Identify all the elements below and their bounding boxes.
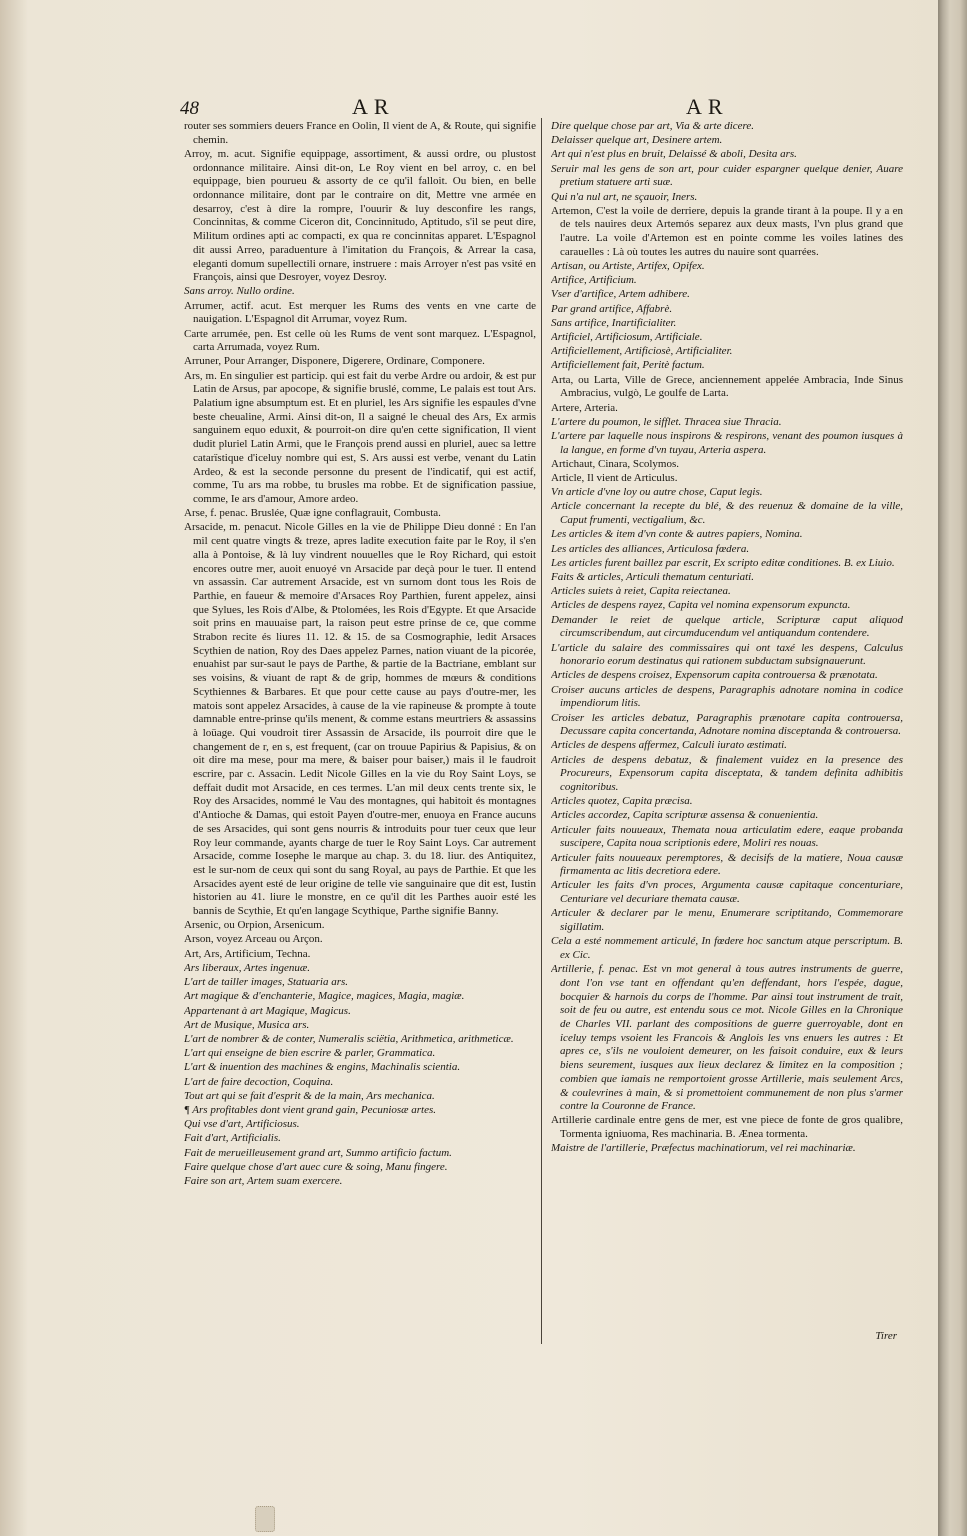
dictionary-entry: Artemon, C'est la voile de derriere, depuis la grande tirant à la poupe. Il y a en de tels nauires deux Artemós separez aux deux masts, l'vn plus grand que l'autre. La voile d'Artemon est en pointe comme les voiles latines des carauelles : Là où toutes les autres du nauire sont quarrées. — [551, 204, 903, 258]
dictionary-entry: Artificiellement fait, Peritè factum. — [551, 359, 705, 372]
dictionary-entry: Qui n'a nul art, ne sçauoir, Iners. — [551, 190, 698, 203]
dictionary-entry: Article, Il vient de Articulus. — [551, 472, 678, 485]
right-column — [551, 120, 903, 1345]
left-running-head: AR — [352, 94, 395, 119]
dictionary-entry: Articuler & declarer par le menu, Enumerare scriptitando, Commemorare sigillatim. — [551, 907, 903, 934]
dictionary-entry: Fait de merueilleusement grand art, Summo artificio factum. — [184, 1146, 452, 1159]
dictionary-entry: L'art de faire decoction, Coquina. — [184, 1075, 334, 1088]
dictionary-entry: Arsenic, ou Orpion, Arsenicum. — [184, 919, 325, 932]
dictionary-entry: Faire son art, Artem suam exercere. — [184, 1174, 343, 1187]
dictionary-entry: Ars, m. En singulier est particip. qui est fait du verbe Ardre ou ardoir, & est pur Latin de Arsus, par apocope, & signifie bruslé, comme, Le palais est tout Ars. Palatium igne absumptum est. Et en pluriel, les Ars signifie les espaules d'vne beste cheualine, Armi. Ainsi dit-on, Il a saigné le cheual des Ars, Ex armis sanguinem equo eduxit, & pourroit-on dire qu'en cette signification, Il vient dudit pluriel Latin Armi, que le François prend aussi en pluriel, auec sa lettre catarïstique d'iceluy nombre qui est, S. Ars aussi est verbe, venant du Latin Ardeo, & est la seconde personne du present de l'indicatif, qui est actif, comme, Tu ars ma robbe, tu brusles ma robbe. Et de signification passiue, comme, Ie ars d'amour, Amore ardeo. — [184, 369, 536, 505]
dictionary-entry: Ars liberaux, Artes ingenuæ. — [184, 961, 310, 974]
dictionary-entry: Artillerie, f. penac. Est vn mot general à tous autres instruments de guerre, dont l'on vse tant en offendant qu'en deffendant, hors l'espée, dague, bocquier & harnois du corps de l'homme. Par ainsi tout instrument de trait, soit de feu ou autre, est entendu sous ce mot. Nicole Gilles en la Chronique de Charles VII. parlant des compositions de guerre guerroyable, dont en iceluy temps vsoient les Francois & Anglois les vns enuers les autres : Et apres ce, s'ils ne vouloient demeurer, on les faisoit conduire, eux & leurs biens seurement, iusques aux lieux declarez & limitez en la composition ; combien que iamais ne remportoient grosse Artillerie, mais seulement Arcs, & coulevrines à main, & si promettoient communement de non plus s'armer contre la Couronne de France. — [551, 963, 903, 1113]
dictionary-entry: Artichaut, Cinara, Scolymos. — [551, 457, 680, 470]
dictionary-entry: router ses sommiers deuers France en Oolin, Il vient de A, & Route, qui signifie chemin. — [184, 120, 536, 146]
dictionary-entry: L'art & inuention des machines & engins, Machinalis scientia. — [184, 1061, 461, 1074]
page-header — [180, 94, 900, 120]
dictionary-entry: Carte arrumée, pen. Est celle où les Rums de vent sont marquez. L'Espagnol, carta Arrumada, voyez Rum. — [184, 327, 536, 354]
dictionary-entry: Art magique & d'enchanterie, Magice, magices, Magia, magiæ. — [184, 990, 465, 1003]
dictionary-entry: Vn article d'vne loy ou autre chose, Caput legis. — [551, 486, 763, 499]
dictionary-entry: Articles suiets à reiet, Capita reiectanea. — [551, 585, 731, 598]
dictionary-entry: Appartenant à art Magique, Magicus. — [184, 1004, 351, 1017]
dictionary-entry: Les articles des alliances, Articulosa fœdera. — [551, 542, 750, 555]
dictionary-entry: Sans arroy. Nullo ordine. — [184, 285, 295, 298]
dictionary-entry: Artillerie cardinale entre gens de mer, est vne piece de fonte de gros qualibre, Tormenta igniuoma, Res machinaria. B. Ænea tormenta. — [551, 1114, 903, 1141]
left-column — [184, 120, 536, 1350]
dictionary-entry: Art qui n'est plus en bruit, Delaissé & aboli, Desita ars. — [551, 148, 797, 161]
dictionary-entry: Art, Ars, Artificium, Techna. — [184, 947, 311, 960]
dictionary-entry: Faits & articles, Articuli thematum centuriati. — [551, 571, 754, 583]
dictionary-entry: Delaisser quelque art, Desinere artem. — [551, 134, 723, 147]
paper-mark — [255, 1506, 275, 1532]
dictionary-entry: L'art qui enseigne de bien escrire & parler, Grammatica. — [184, 1047, 436, 1060]
dictionary-entry: Articuler faits nouueaux, Themata noua articulatim edere, eaque probanda suscipere, Capita noua scriptionis edere, Moliri res nouas. — [551, 823, 903, 850]
dictionary-entry: Maistre de l'artillerie, Præfectus machinatiorum, vel rei machinariæ. — [551, 1142, 856, 1155]
dictionary-entry: Arroy, m. acut. Signifie equippage, assortiment, & aussi ordre, ou plustost ordonnance militaire. Ainsi dit-on, Le Roy vient en bel arroy, c. en bel equippage, bien pourueu & assorty de ce qu'il falloit. Ou bien, en belle ordonnance militaire, dont par le contraire on dit, Mettre vne armée en desarroy, c'est à dire la rompre, l'ouurir & luy desconfire les rangs, Concinnitas, & comme Ciceron dit, Concinnitudo, Aptitudo, s'il se peut dire, Militum ordines apti ac compacti, ex qua re concinnitas apparet. L'Espagnol dit aussi Arreo, paraduenture à l'imitation du François, & Arrear la casa, eleganti domum supellectili ornare, instruere : mais Arroyer n'est pas vsité en François, ainsi que Desroyer, voyez Desroy. — [184, 147, 536, 284]
dictionary-entry: Article concernant la recepte du blé, & des reuenuz & domaine de la ville, Caput frumenti, vectigalium, &c. — [551, 500, 903, 527]
dictionary-entry: Demander le reiet de quelque article, Scripturæ caput aliquod circumscribendum, aut circumducendum vel antiquandum contendere. — [551, 613, 903, 640]
dictionary-entry: Fait d'art, Artificialis. — [184, 1132, 281, 1145]
dictionary-entry: Arson, voyez Arceau ou Arçon. — [184, 933, 323, 946]
dictionary-entry: Artificiellement, Artificiosè, Artificialiter. — [551, 345, 733, 358]
dictionary-entry: Articuler faits nouueaux peremptores, & decisifs de la matiere, Noua causæ firmamenta ac litis decretiora edere. — [551, 851, 903, 878]
dictionary-entry: L'art de tailler images, Statuaria ars. — [184, 976, 349, 989]
dictionary-entry: Artere, Arteria. — [551, 401, 618, 414]
dictionary-entry: Artisan, ou Artiste, Artifex, Opifex. — [551, 260, 705, 273]
dictionary-entry: Articles de despens debatuz, & finalement vuidez en la presence des Procureurs, Expensorum capita disceptata, & tandem definita adhibitis cognitoribus. — [551, 753, 903, 794]
dictionary-entry: L'article du salaire des commissaires qui ont taxé les despens, Calculus honorario eorum destinatus qui rationem subductam subsignauerunt. — [551, 641, 903, 668]
dictionary-entry: Arsacide, m. penacut. Nicole Gilles en la vie de Philippe Dieu donné : En l'an mil cent quatre vingts & treze, apres ladite execution faite par le Roy, il s'en alla à Pontoise, & là luy vindrent nouuelles que le Roy Richard, qui estoit encores outre mer, auoit enuoyé vn Arsacide par deçà pour le tuer. Il entend vn assassin. Car autrement Arsacide, est vn surnom dont tous les Rois de Parthie, en faueur & memoire d'Arsaces Roy Parthien, furent appelez, ainsi que Sylues, les Rois d'Albe, & Ptolomées, les Rois d'Egypte. Et que Arsacide soit prins en mauuaise part, la raison peut estre prinse de ce, que comme Strabon recite és liures 11. 12. & 15. de sa Cosmographie, ledit Arsaces Scythien de nation, Roy des Daes appelez Parnes, nation viuant de la picorée, enuahist par sur-saut le pays de Parthe, & partie de la Bactriane, emblant sur ses voisins, & viuant de rapt & de grip, hommes de mœurs & conditions Scythiennes & Barbares. Et que pour cette cause au pays d'outre-mer, les matois sont appelez Arsacides, à cause de la vie rapineuse & prompte à toute damnable entre-prinse qu'ils menent, & comme estans meurtriers & assassins à loüage. Qui voudroit tirer Assassin de Arsacide, ils pourroit dire que le changement de r, en s, est frequent, (car on trouue Papirius & Papisius, & on oit dire ma mese, pour ma mere, & baiser pour baiser,) mais il le faudroit escrire, par c. Assacin. Ledit Nicole Gilles en la vie du Roy Saint Loys, se deffait dudit mot Arsacide, en ces termes. L'an mil deux cents trente six, le Roy des Arsacides, nommé le Vau des montagnes, qui habitoit és montagnes d'Antioche & Damas, qui estoit Payen d'outre-mer, enuoya en France aucuns de ses Arsacides, qui sont gens nourris & introduits pour tuer ceux que leur Roy leur commande, ayants charge de tuer le Roy Saint Loys. Car autrement Arsacide, comme Iosephe le marque au chap. 3. du 18. liur. des Antiquitez, est le sur-nom de ceux qui sont du sang Royal, au pays de Parthie. Et que les Arsacides ayent esté de leur origine de telle vie sanguinaire que dit est, Iustin historien au 41. liure le monstre, en ce qu'il dit les Parthes auoir esté les bannis de Scythie, Et qu'en langage Scythique, Parthe signifie Banny. — [184, 521, 536, 918]
dictionary-entry: Sans artifice, Inartificialiter. — [551, 316, 677, 329]
dictionary-entry: Qui vse d'art, Artificiosus. — [184, 1118, 300, 1131]
dictionary-entry: Arrumer, actif. acut. Est merquer les Rums des vents en vne carte de nauigation. L'Espagnol dit Arrumar, voyez Rum. — [184, 299, 536, 326]
dictionary-entry: Seruir mal les gens de son art, pour cuider espargner quelque denier, Auare pretium statuere arti suæ. — [551, 162, 903, 189]
dictionary-entry: Vser d'artifice, Artem adhibere. — [551, 288, 690, 301]
dictionary-entry: Cela a esté nommement articulé, In fœdere hoc sanctum atque perscriptum. B. ex Cic. — [551, 935, 903, 961]
dictionary-entry: Faire quelque chose d'art auec cure & soing, Manu fingere. — [184, 1160, 448, 1173]
right-running-head: AR — [686, 94, 729, 119]
dictionary-entry: L'artere du poumon, le sifflet. Thracea siue Thracia. — [551, 415, 782, 428]
dictionary-entry: ¶ Ars profitables dont vient grand gain, Pecuniosæ artes. — [184, 1103, 437, 1116]
dictionary-entry: Artifice, Artificium. — [551, 274, 637, 287]
dictionary-entry: L'artere par laquelle nous inspirons & respirons, venant des poumon iusques à la langue, en forme d'vn tuyau, Arteria aspera. — [551, 429, 903, 456]
dictionary-entry: Arta, ou Larta, Ville de Grece, anciennement appelée Ambracia, Inde Sinus Ambracius, vulgò, Le goulfe de Larta. — [551, 373, 903, 400]
dictionary-entry: L'art de nombrer & de conter, Numeralis sciëtia, Arithmetica, arithmeticæ. — [184, 1032, 514, 1045]
page-number: 48 — [180, 98, 199, 119]
dictionary-entry: Arse, f. penac. Bruslée, Quæ igne conflagrauit, Combusta. — [184, 507, 441, 520]
dictionary-entry: Tout art qui se fait d'esprit & de la main, Ars mechanica. — [184, 1089, 435, 1102]
dictionary-entry: Arruner, Pour Arranger, Disponere, Digerere, Ordinare, Componere. — [184, 355, 485, 368]
dictionary-entry: Articles accordez, Capita scripturæ assensa & conuenientia. — [551, 809, 819, 822]
dictionary-entry: Artificiel, Artificiosum, Artificiale. — [551, 331, 703, 344]
dictionary-entry: Les articles furent baillez par escrit, Ex scripto editæ conditiones. B. ex Liuio. — [551, 556, 895, 569]
dictionary-entry: Articuler les faits d'vn proces, Argumenta causæ capitaque concenturiare, Centuriare vel decuriare themata causæ. — [551, 879, 903, 906]
dictionary-entry: Articles de despens croisez, Expensorum capita controuersa & prænotata. — [551, 669, 878, 682]
dictionary-entry: Croiser aucuns articles de despens, Paragraphis adnotare nomina in codice impendiorum litis. — [551, 683, 903, 710]
page-edge — [938, 0, 967, 1536]
dictionary-entry: Articles de despens rayez, Capita vel nomina expensorum expuncta. — [551, 599, 851, 612]
dictionary-entry: Dire quelque chose par art, Via & arte dicere. — [551, 120, 755, 132]
dictionary-entry: Articles quotez, Capita præcisa. — [551, 795, 693, 808]
dictionary-entry: Art de Musique, Musica ars. — [184, 1018, 310, 1031]
dictionary-entry: Par grand artifice, Affabrè. — [551, 302, 673, 315]
dictionary-entry: Les articles & item d'vn conte & autres papiers, Nomina. — [551, 528, 803, 541]
column-divider — [541, 118, 542, 1344]
dictionary-entry: Croiser les articles debatuz, Paragraphis prænotare capita controuersa, Decussare capita concertanda, Adnotare nomina disceptanda & controuersa. — [551, 711, 903, 738]
catchword: Tirer — [875, 1330, 897, 1342]
dictionary-entry: Articles de despens affermez, Calculi iurato æstimati. — [551, 739, 787, 752]
